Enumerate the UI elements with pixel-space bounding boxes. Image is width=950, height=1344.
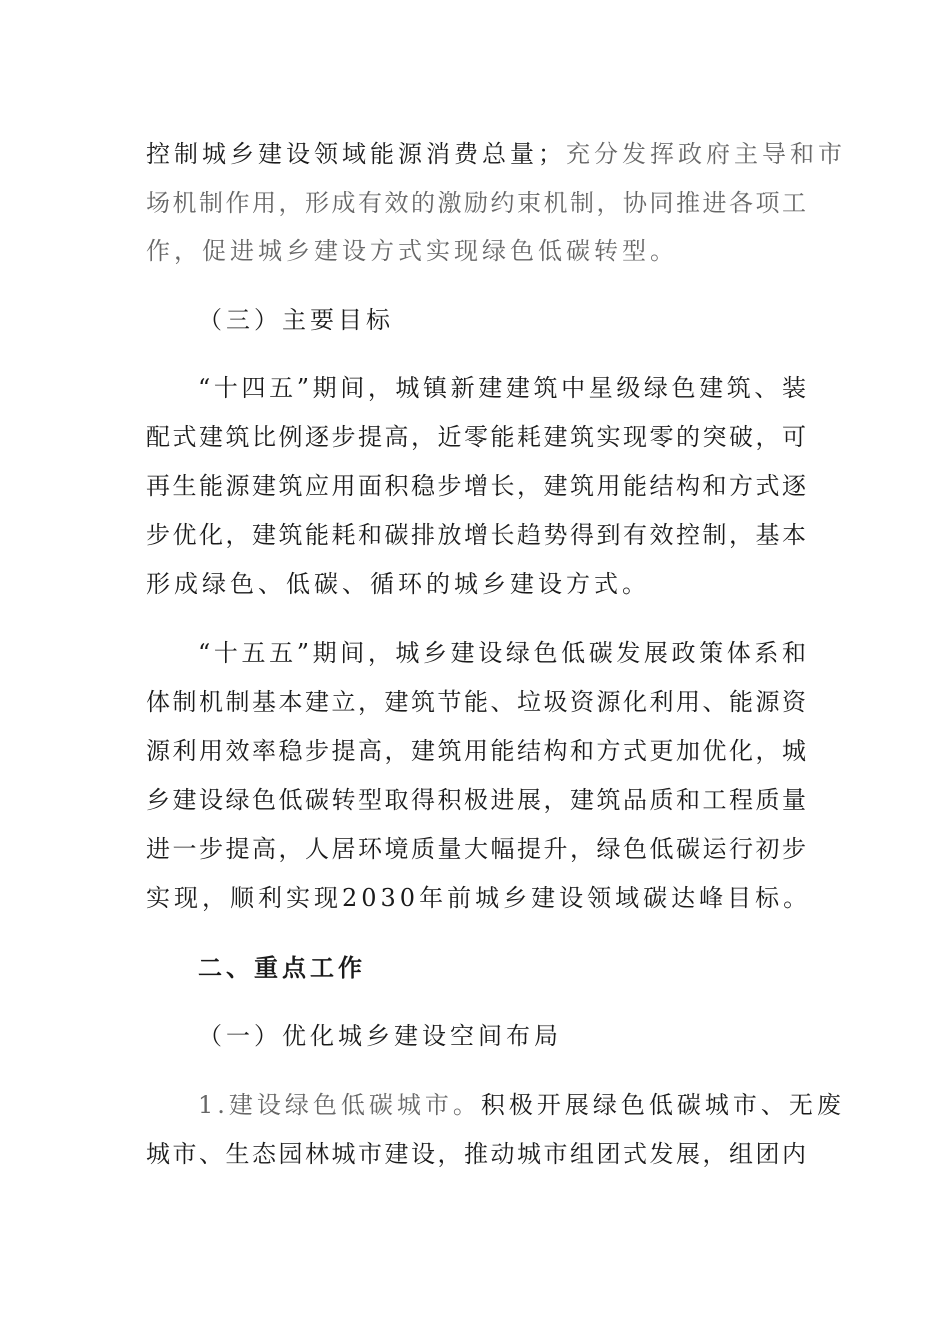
section-heading-key-work: 二、重点工作 <box>198 953 366 982</box>
paragraph-4-text: 积极开展绿色低碳城市、无废 <box>480 1091 845 1119</box>
paragraph-2-line-4: 步优化，建筑能耗和碳排放增长趋势得到有效控制，基本 <box>146 521 806 549</box>
paragraph-4-line-1 <box>198 1088 845 1122</box>
section-heading-main-goals: （三）主要目标 <box>198 306 394 334</box>
paragraph-3-line-3: 源利用效率稳步提高，建筑用能结构和方式更加优化，城 <box>146 737 806 765</box>
paragraph-1-line-1 <box>146 137 846 171</box>
paragraph-3-line-1: “十五五”期间，城乡建设绿色低碳发展政策体系和 <box>198 639 806 667</box>
paragraph-3-line-4: 乡建设绿色低碳转型取得积极进展，建筑品质和工程质量 <box>146 786 806 814</box>
paragraph-1-text-a: 控制城乡建设领域能源消费总量； <box>146 140 566 168</box>
paragraph-2-line-3: 再生能源建筑应用面积稳步增长，建筑用能结构和方式逐 <box>146 472 806 500</box>
paragraph-1-line-2: 场机制作用，形成有效的激励约束机制，协同推进各项工 <box>146 189 806 217</box>
paragraph-2-line-5: 形成绿色、低碳、循环的城乡建设方式。 <box>146 570 650 598</box>
paragraph-1-line-3: 作，促进城乡建设方式实现绿色低碳转型。 <box>146 237 678 265</box>
paragraph-2-line-2: 配式建筑比例逐步提高，近零能耗建筑实现零的突破，可 <box>146 423 806 451</box>
paragraph-1-text-b: 充分发挥政府主导和市 <box>566 140 846 168</box>
paragraph-3-line-2: 体制机制基本建立，建筑节能、垃圾资源化利用、能源资 <box>146 688 806 716</box>
paragraph-2-line-1: “十四五”期间，城镇新建建筑中星级绿色建筑、装 <box>198 374 806 402</box>
subsection-heading-spatial-layout: （一）优化城乡建设空间布局 <box>198 1022 562 1050</box>
paragraph-3-line-5: 进一步提高，人居环境质量大幅提升，绿色低碳运行初步 <box>146 835 806 863</box>
paragraph-4-line-2: 城市、生态园林城市建设，推动城市组团式发展，组团内 <box>146 1140 806 1168</box>
paragraph-4-item-title: 1.建设绿色低碳城市。 <box>198 1091 481 1119</box>
paragraph-3-line-6: 实现，顺利实现2030年前城乡建设领域碳达峰目标。 <box>146 884 812 912</box>
